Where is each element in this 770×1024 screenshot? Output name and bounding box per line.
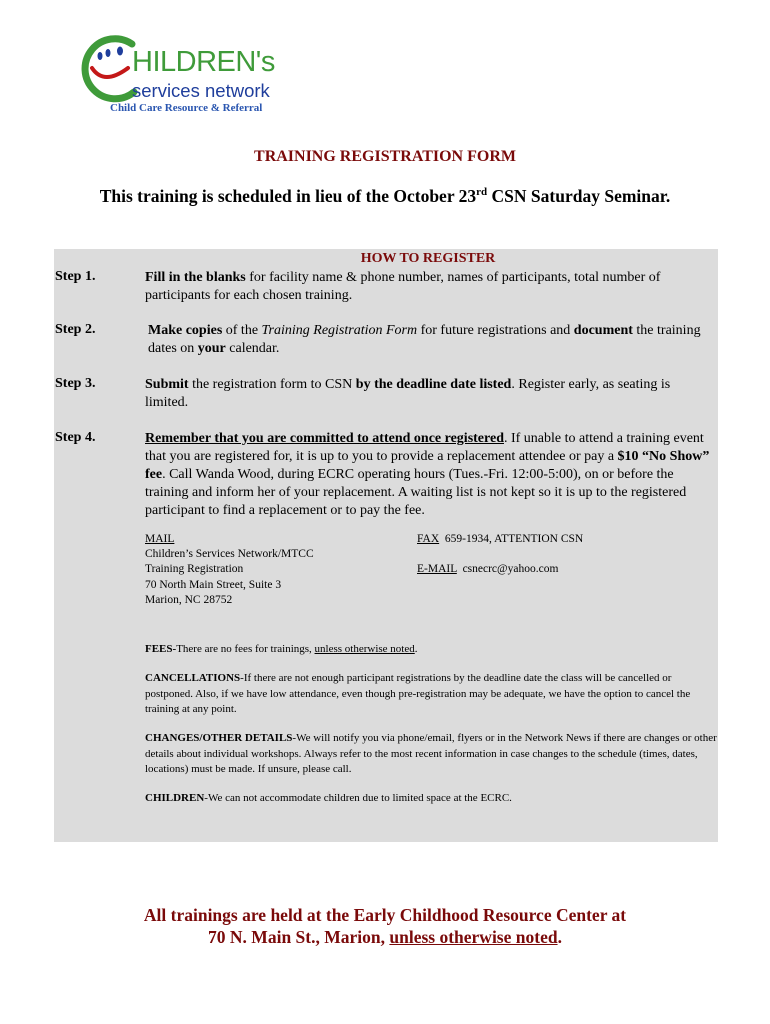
subtitle-text: This training is scheduled in lieu of the October 23 <box>99 186 477 206</box>
step-3-text <box>145 376 710 412</box>
step-2-t3: the training dates on <box>148 323 701 356</box>
step-4-label: Step 4. <box>55 430 96 445</box>
step-4-t1: . If unable to attend a training event that you are registered for, it is up to you to provide a replacement attendee or pay a <box>145 431 704 464</box>
step-2-label: Step 2. <box>55 322 96 337</box>
mail-line: Training Registration <box>145 563 244 576</box>
changes-label: CHANGES/OTHER DETAILS <box>145 732 293 744</box>
fees-note <box>145 642 717 658</box>
contact-block <box>417 532 583 578</box>
email-line[interactable] <box>417 562 583 577</box>
changes-note <box>145 731 717 778</box>
mail-address-block <box>145 532 314 608</box>
step-1-bold: Fill in the blanks <box>145 270 246 285</box>
step-1-text <box>145 269 710 305</box>
howto-heading: HOW TO REGISTER <box>360 251 496 266</box>
footer-line-2-pre: 70 N. Main St., Marion, <box>208 927 390 947</box>
step-3-bold2: by the deadline date listed <box>355 377 512 392</box>
step-2-italic: Training Registration Form <box>261 323 418 338</box>
step-4-bold-underlined: Remember that you are committed to attend once registered <box>145 431 504 446</box>
cancellations-label: CANCELLATIONS <box>145 672 241 684</box>
mail-line: Children’s Services Network/MTCC <box>145 548 314 561</box>
changes-text: -We will notify you via phone/email, flyers or in the Network News if there are changes or other details about individual workshops. Always refer to the most recent information in case changes to the schedule (times, dates, locations) must be made. If unsure, please call. <box>145 732 717 776</box>
subtitle-text-end: CSN Saturday Seminar. <box>487 186 671 206</box>
mail-line: 70 North Main Street, Suite 3 <box>145 578 282 591</box>
cancellations-text: -If there are not enough participant registrations by the deadline date the class will be cancelled or postponed. Also, if we have low attendance, even though pre-registration may be adequate, we have the option to cancel the training at any point. <box>145 672 691 716</box>
fax-label: FAX <box>417 533 440 545</box>
logo <box>74 34 284 114</box>
step-2-text <box>148 322 713 358</box>
step-1-rest: for facility name & phone number, names of participants, total number of participants for each chosen training. <box>145 270 661 303</box>
children-text: -We can not accommodate children due to limited space at the ECRC. <box>204 792 512 804</box>
step-2-t1: of the <box>222 323 262 338</box>
step-2-bold1: Make copies <box>148 323 223 338</box>
step-3-t2: . Register early, as seating is limited. <box>145 377 671 410</box>
form-title: TRAINING REGISTRATION FORM <box>254 148 516 165</box>
subtitle <box>0 186 770 207</box>
step-4-text <box>145 430 710 520</box>
logo-tagline: Child Care Resource & Referral <box>110 102 263 114</box>
logo-subtitle: services network <box>132 80 270 101</box>
fees-t2: . <box>414 643 418 655</box>
fax-line <box>417 532 583 547</box>
step-2-t4: calendar. <box>225 341 280 356</box>
subtitle-sup: rd <box>476 186 488 199</box>
step-3-bold1: Submit <box>145 377 189 392</box>
step-2-t2: for future registrations and <box>417 323 574 338</box>
step-4-t2: . Call Wanda Wood, during ECRC operating hours (Tues.-Fri. 12:00-5:00), on or before the training and inform her of your replacement. A waiting list is not kept so it is up to the registered participant to find a replacement or to pay the fee. <box>145 467 687 518</box>
email-value[interactable]: csnecrc@yahoo.com <box>456 563 559 576</box>
step-3-label: Step 3. <box>55 376 96 391</box>
fees-underlined: unless otherwise noted <box>314 643 415 655</box>
children-label: CHILDREN <box>145 792 205 804</box>
mail-label: MAIL <box>145 533 175 545</box>
step-2-bold3: your <box>197 341 226 356</box>
footer-line-1: All trainings are held at the Early Childhood Resource Center at <box>143 905 627 925</box>
footer-line-2 <box>0 926 770 948</box>
email-label: E-MAIL <box>417 563 457 576</box>
fax-value: 659-1934, ATTENTION CSN <box>439 533 584 545</box>
fees-t1: There are no fees for trainings, <box>176 643 315 655</box>
mail-line: Marion, NC 28752 <box>145 593 233 606</box>
children-note <box>145 791 717 807</box>
step-3-t1: the registration form to CSN <box>188 377 356 392</box>
logo-title: HILDREN's <box>132 46 275 78</box>
footer-line-2-underlined: unless otherwise noted <box>389 927 558 947</box>
fees-label: FEES- <box>145 643 177 655</box>
cancellations-note <box>145 671 717 718</box>
footer-line-2-post: . <box>557 927 562 947</box>
step-1-label: Step 1. <box>55 269 96 284</box>
step-2-bold2: document <box>573 323 633 338</box>
footer-location <box>0 904 770 948</box>
step-4-fee: $10 “No Show” fee <box>145 449 710 482</box>
